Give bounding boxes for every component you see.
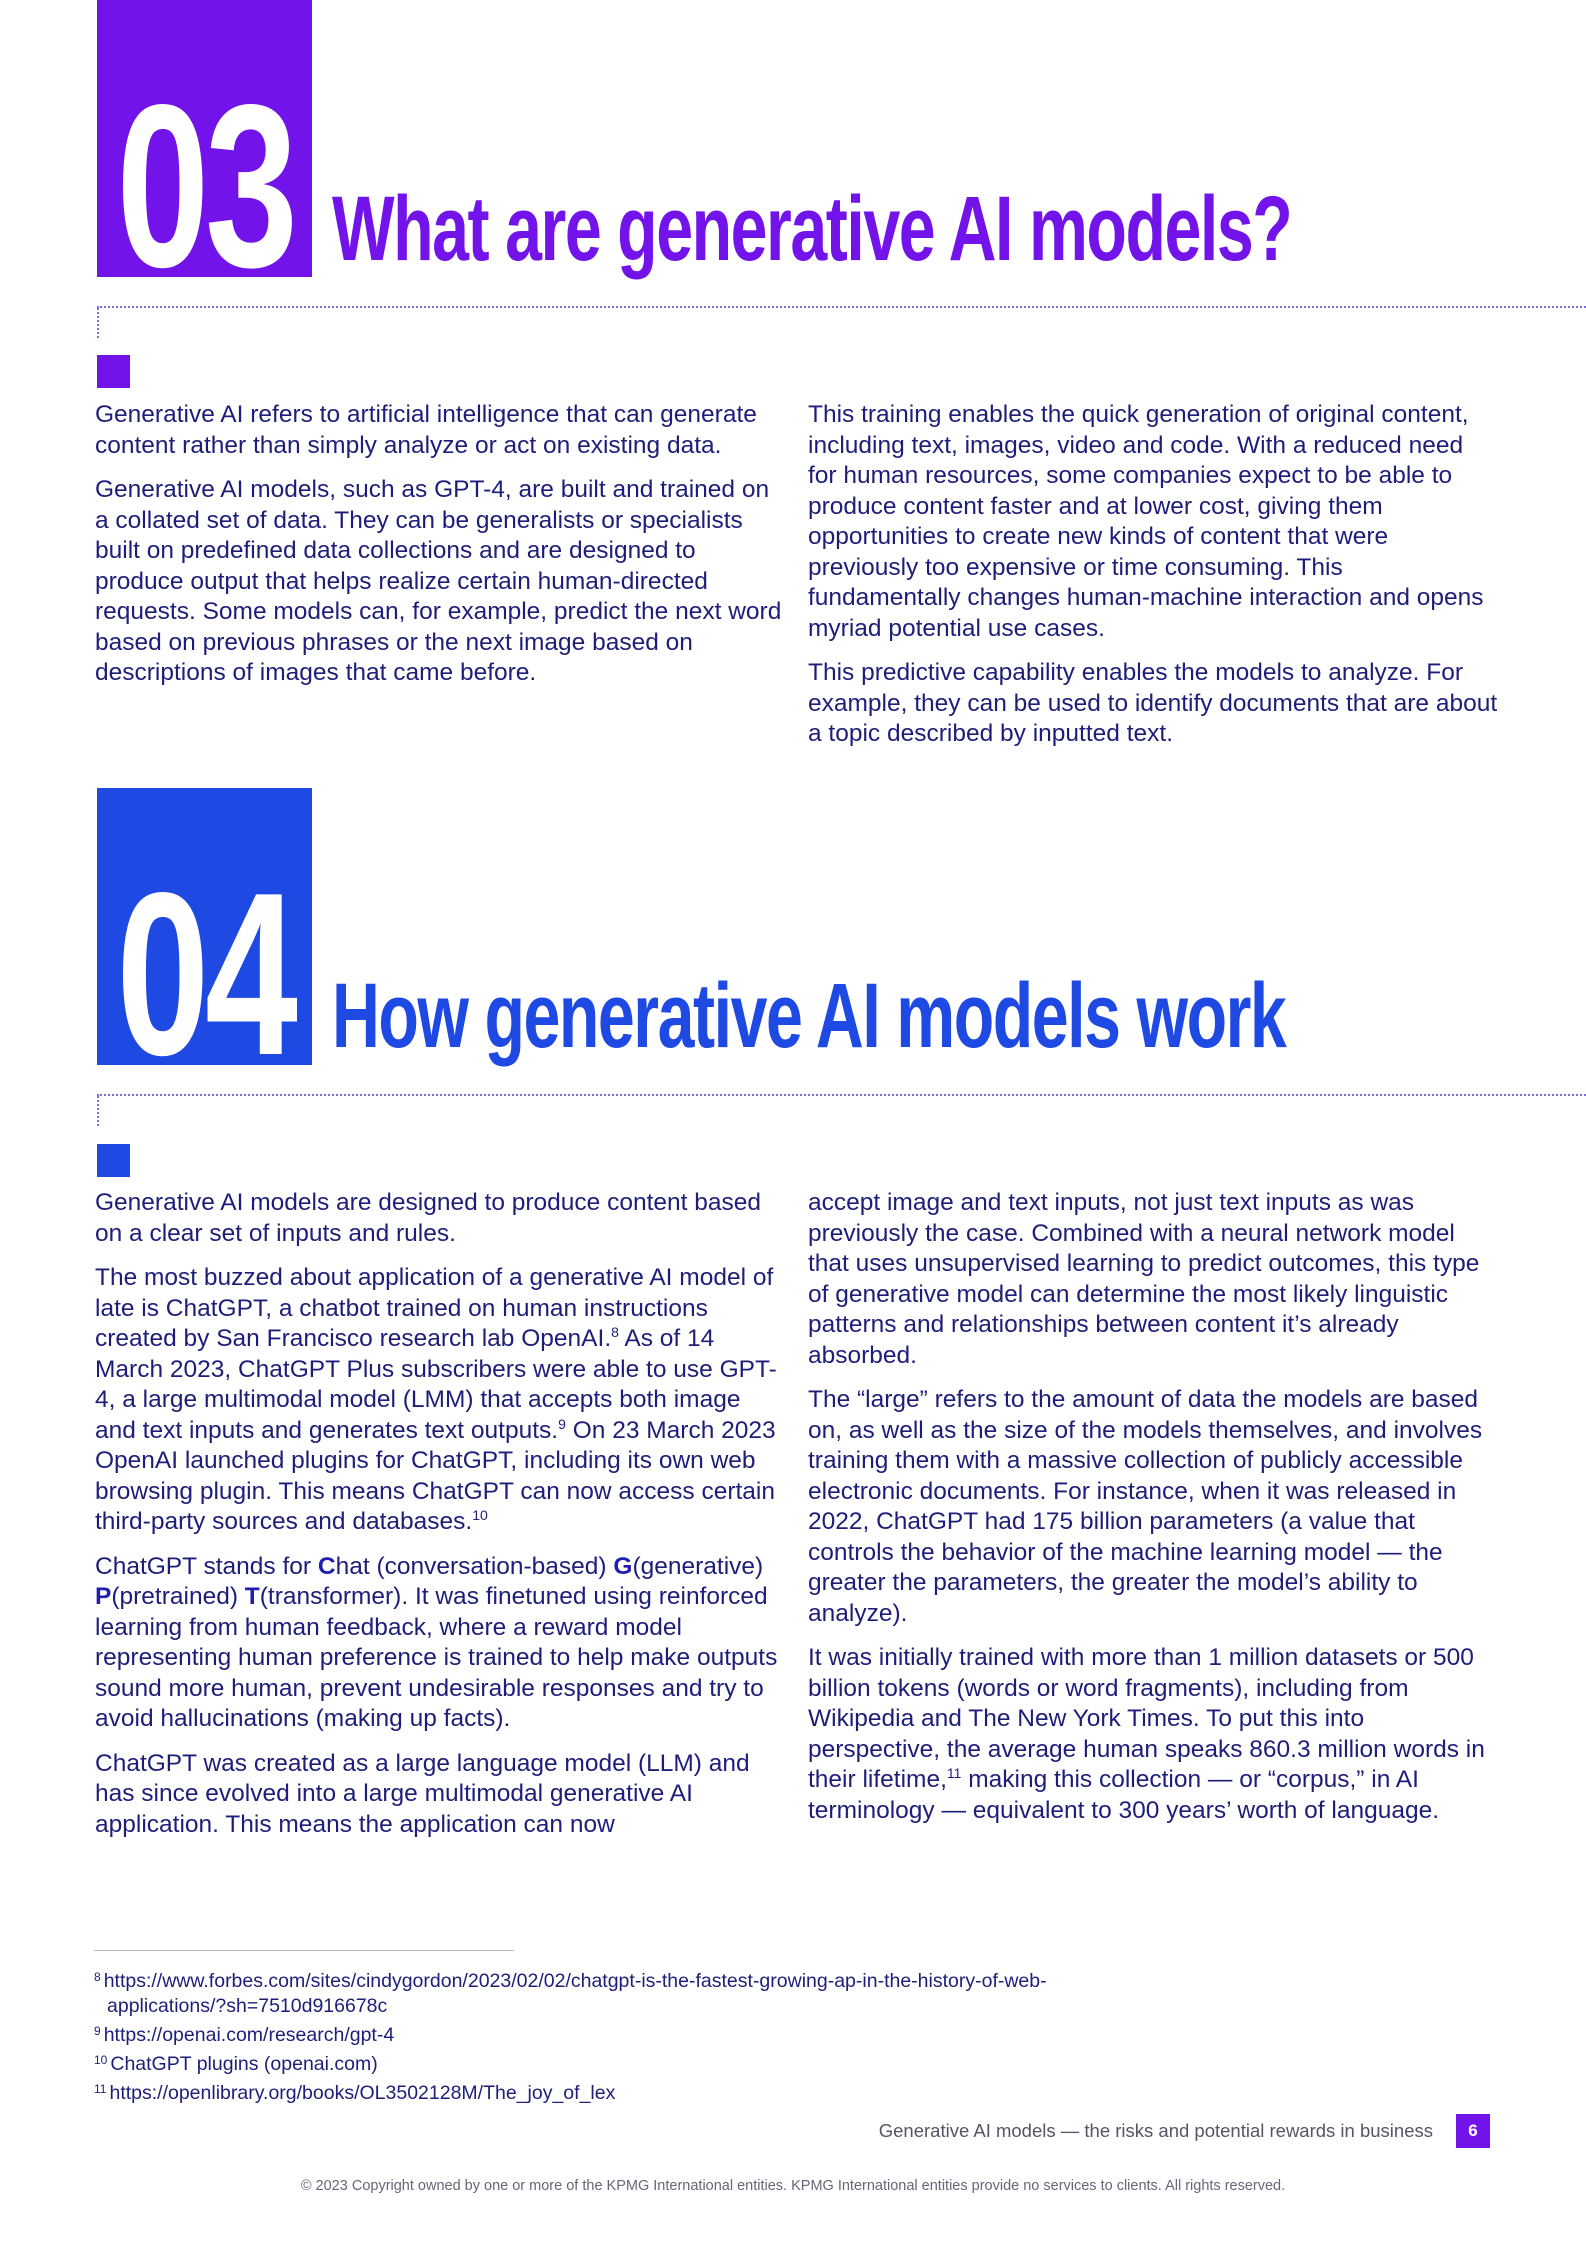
paragraph: accept image and text inputs, not just text inputs as was previously the case. Combined with a neural network model that uses unsupervised learning to predict outcomes, this type of generative model can determine the most likely linguistic patterns and relationships between content it’s already absorbed. [808,1189,1480,1369]
section-03-title: What are generative AI models? [332,178,1292,280]
page-number-badge: 6 [1456,2114,1490,2148]
section-04-right-column [808,1188,1498,1840]
section-04-title: How generative AI models work [332,965,1286,1067]
paragraph: Generative AI refers to artificial intelligence that can generate content rather than simply analyze or act on existing data. [95,401,757,459]
section-04-left-column [95,1188,785,1854]
footnote-8-continued[interactable]: applications/?sh=7510d916678c [107,1995,388,2017]
section-03-divider [97,306,1586,308]
footnotes [94,1950,1194,2106]
section-03-number-block [97,0,312,277]
paragraph: This training enables the quick generation of original content, including text, images, video and code. With a reduced need for human resources, some companies expect to be able to produce content faster and at lower cost, giving them opportunities to create new kinds of content that were previously too expensive or time consuming. This fundamentally changes human-machine interaction and opens myriad potential use cases. [808,401,1484,642]
footnote-ref-9[interactable]: 9 [558,1415,566,1432]
section-03-left-column [95,400,785,703]
section-04-divider [97,1094,1586,1096]
footnote-rule [94,1950,514,1951]
section-04-number: 04 [115,845,294,1065]
paragraph: ChatGPT stands for Chat (conversation-based) G(generative) P(pretrained) T(transformer). It was finetuned using reinforced learning from human feedback, where a reward model representing human preference is trained to help make outputs sound more human, prevent undesirable responses and try to avoid hallucinations (making up facts). [95,1552,778,1732]
paragraph: This predictive capability enables the models to analyze. For example, they can be used to identify documents that are about a topic described by inputted text. [808,659,1498,747]
paragraph: The “large” refers to the amount of data the models are based on, as well as the size of the models themselves, and involves training them with a massive collection of publicly accessible electronic documents. For instance, when it was released in 2022, ChatGPT had 175 billion parameters (a value that controls the behavior of the machine learning model — the greater the parameters, the greater the model’s ability to analyze). [808,1386,1483,1627]
section-04-marker [97,1144,130,1177]
footnote-ref-8[interactable]: 8 [611,1324,619,1340]
paragraph: Generative AI models are designed to produce content based on a clear set of inputs and rules. [95,1189,762,1247]
footnote-ref-11[interactable]: 11 [946,1765,962,1781]
footnote-9[interactable]: $^9$ https://openai.com/research/gpt-4 [94,2024,395,2046]
paragraph: Generative AI models, such as GPT-4, are built and trained on a collated set of data. They can be generalists or specialists built on predefined data collections and are designed to produce output that helps realize certain human-directed requests. Some models can, for example, predict the next word based on previous phrases or the next image based on descriptions of images that came before. [95,476,782,686]
copyright-notice: © 2023 Copyright owned by one or more of the KPMG International entities. KPMG International entities provide no services to clients. All rights reserved. [300,2178,1286,2194]
paragraph: ChatGPT was created as a large language model (LLM) and has since evolved into a large multimodal generative AI application. This means the application can now [95,1749,750,1838]
footnote-ref-10[interactable]: 10 [472,1507,488,1523]
section-03-marker [97,355,130,388]
footnote-8[interactable]: $^8$ https://www.forbes.com/sites/cindygordon/2023/02/02/chatgpt-is-the-fastest-growing-ap-in-the-history-of-web- [94,1970,1047,1992]
section-03-number: 03 [115,57,294,277]
footnote-10[interactable]: $^{10}$ ChatGPT plugins (openai.com) [94,2053,378,2075]
section-04-number-block [97,788,312,1065]
paragraph: It was initially trained with more than 1 million datasets or 500 billion tokens (words or word fragments), including from Wikipedia and The New York Times. To put this into perspective, the average human speaks 860.3 million words in their lifetime,$^{11}$ making this collection — or “corpus,” in AI terminology — equivalent to 300 years’ worth of language. [808,1644,1485,1824]
footer-document-title: Generative AI models — the risks and potential rewards in business [878,2120,1433,2141]
paragraph: The most buzzed about application of a generative AI model of late is ChatGPT, a chatbot trained on human instructions created by San Francisco research lab OpenAI.$^8$ As of 14 March 2023, ChatGPT Plus subscribers were able to use GPT-4, a large multimodal model (LMM) that accepts both image and text inputs and generates text outputs.$^9$ On 23 March 2023 OpenAI launched plugins for ChatGPT, including its own web browsing plugin. This means ChatGPT can now access certain third-party sources and databases.$^{10}$ [95,1264,777,1535]
footnote-11[interactable]: $^{11}$ https://openlibrary.org/books/OL3502128M/The_joy_of_lex [94,2082,616,2104]
section-03-right-column [808,400,1498,764]
